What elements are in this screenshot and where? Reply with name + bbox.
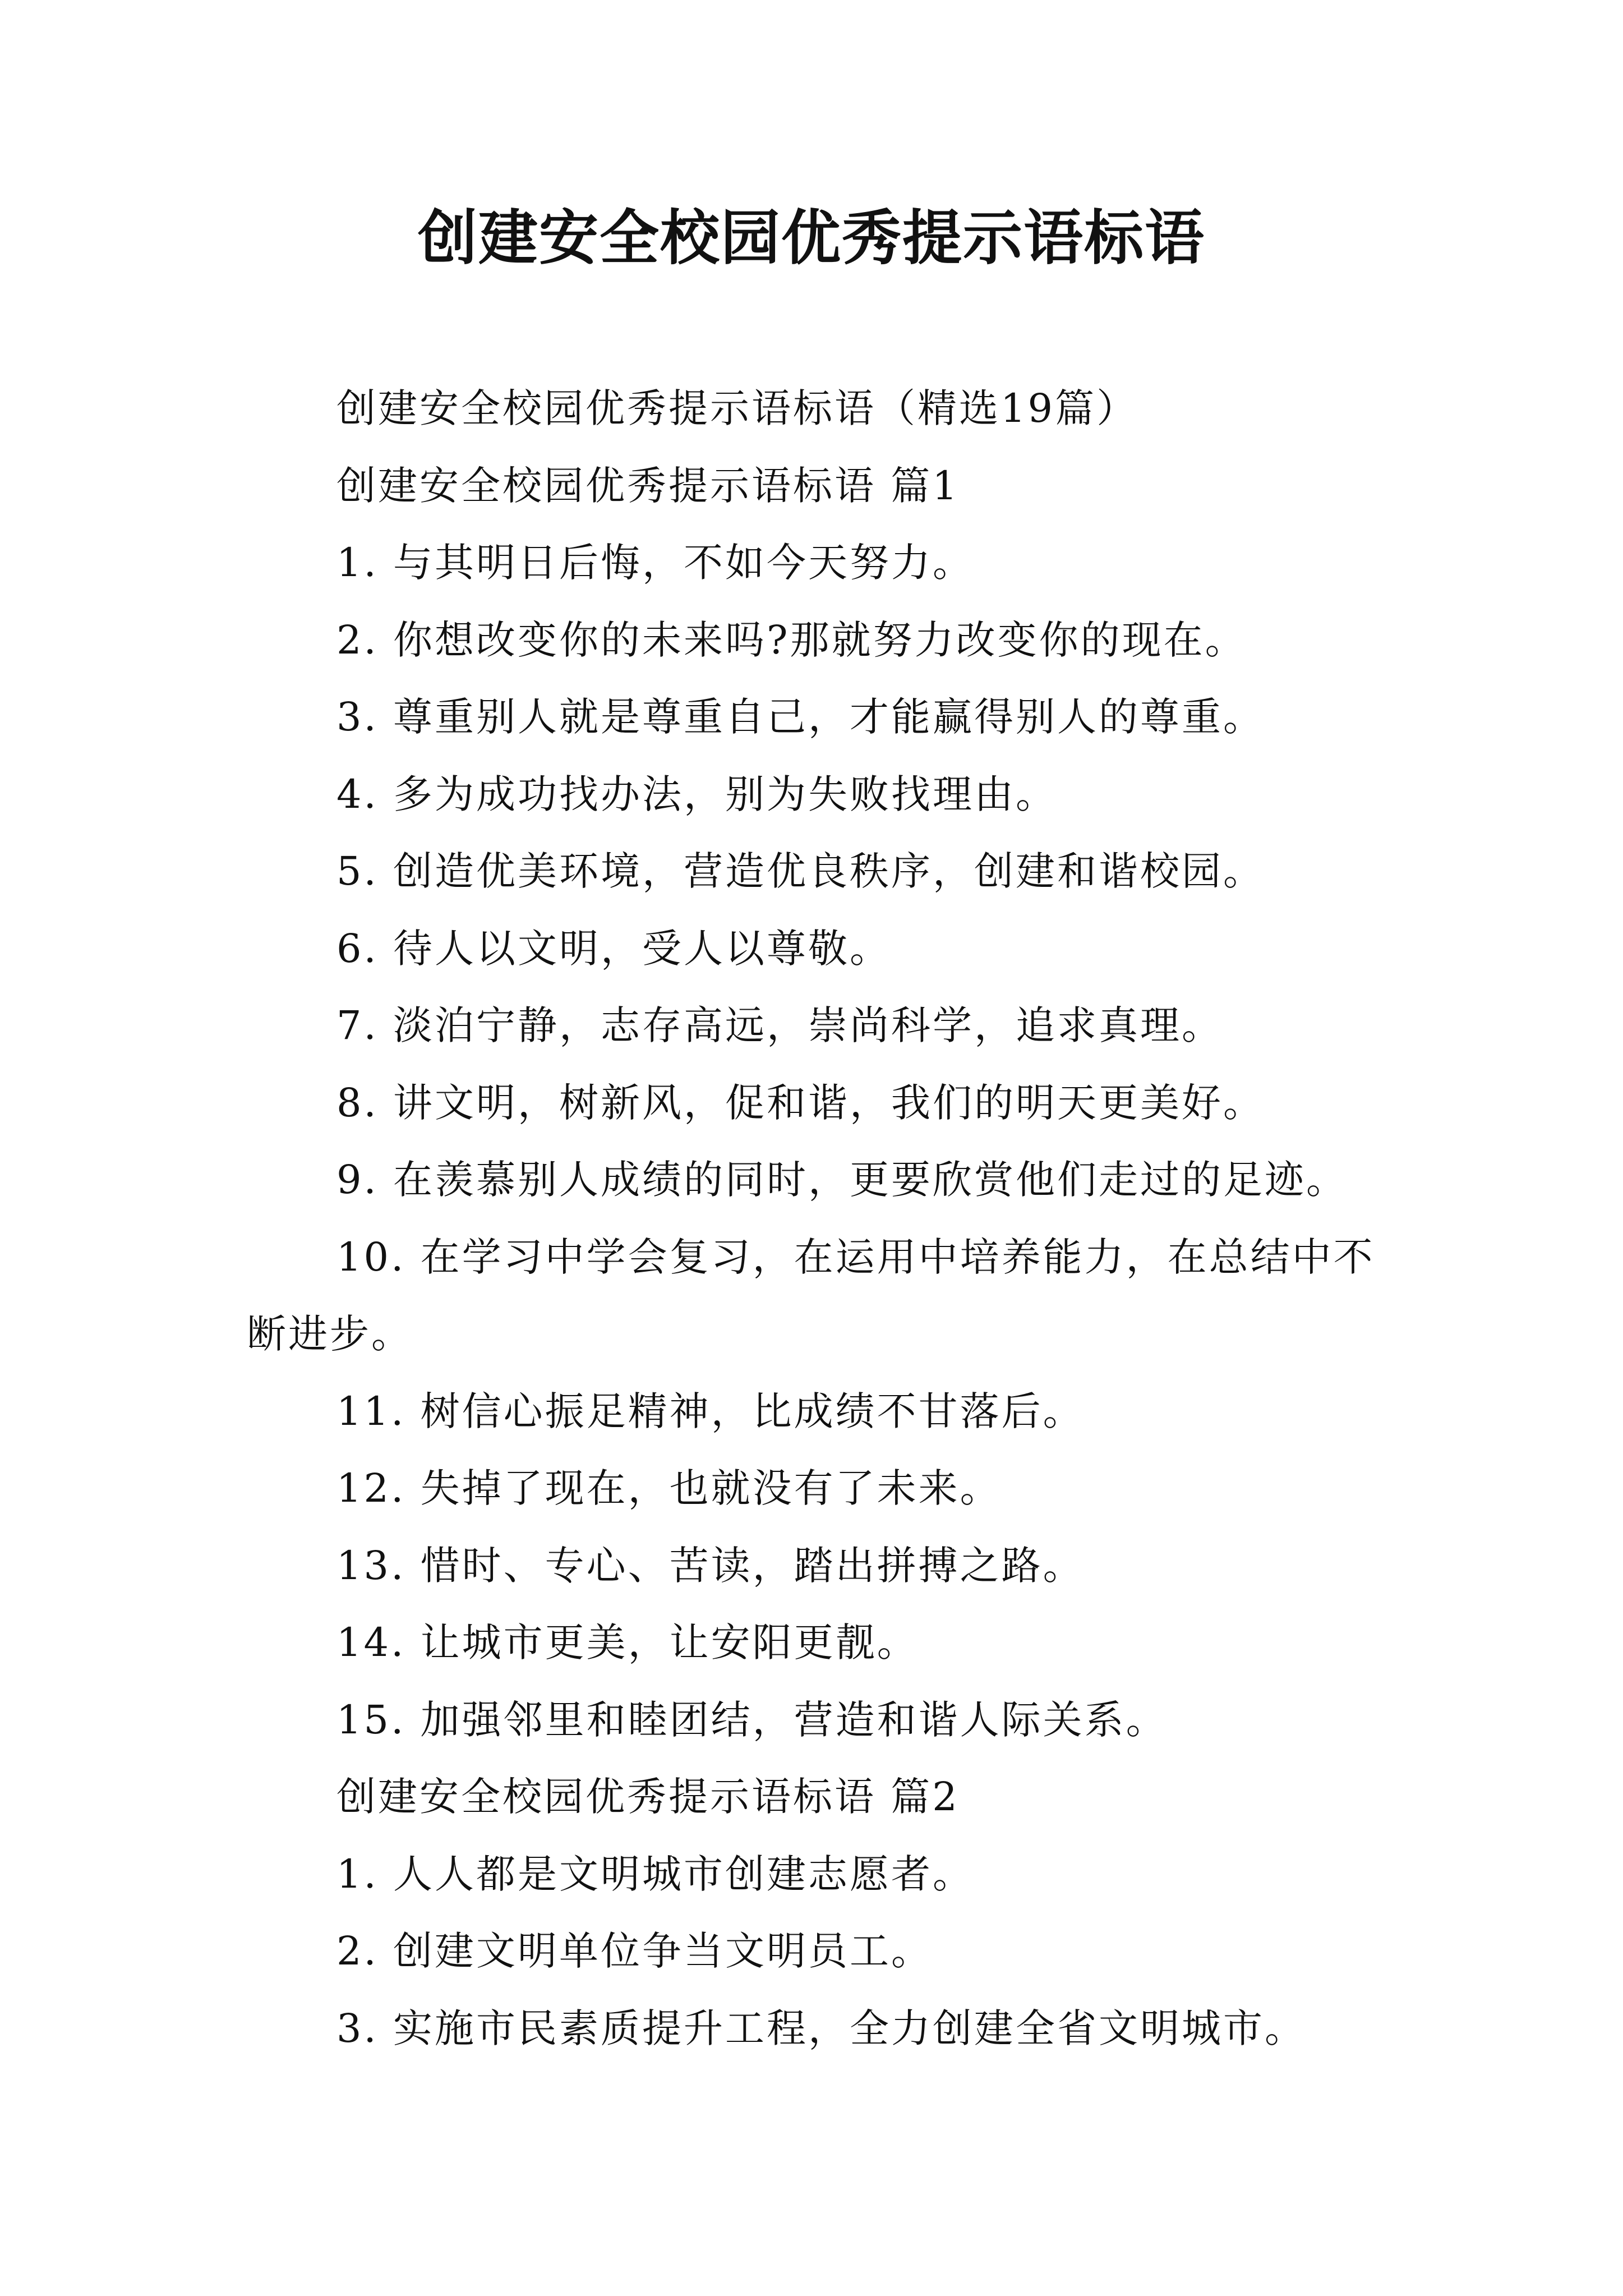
document-body xyxy=(247,370,1402,2067)
list-item: 10. 在学习中学会复习，在运用中培养能力，在总结中不断进步。 xyxy=(247,1234,1375,1357)
list-item: 1. 人人都是文明城市创建志愿者。 xyxy=(336,1851,975,1897)
list-item: 11. 树信心振足精神，比成绩不甘落后。 xyxy=(336,1388,1085,1434)
list-item: 15. 加强邻里和睦团结，营造和谐人际关系。 xyxy=(336,1696,1168,1743)
list-item: 5. 创造优美环境，营造优良秩序，创建和谐校园。 xyxy=(336,848,1265,894)
list-item: 1. 与其明日后悔，不如今天努力。 xyxy=(336,540,975,586)
list-item: 7. 淡泊宁静，志存高远，崇尚科学，追求真理。 xyxy=(336,1002,1224,1048)
list-item: 2. 你想改变你的未来吗?那就努力改变你的现在。 xyxy=(336,616,1247,663)
list-item: 13. 惜时、专心、苦读，踏出拼搏之路。 xyxy=(336,1542,1085,1589)
subtitle-line: 创建安全校园优秀提示语标语（精选19篇） xyxy=(336,385,1138,431)
list-item: 4. 多为成功找办法，别为失败找理由。 xyxy=(336,771,1058,817)
list-item: 3. 尊重别人就是尊重自己，才能赢得别人的尊重。 xyxy=(336,694,1265,740)
list-item: 12. 失掉了现在，也就没有了未来。 xyxy=(336,1465,1002,1511)
list-item: 14. 让城市更美，让安阳更靓。 xyxy=(336,1619,919,1665)
section-heading-2: 创建安全校园优秀提示语标语 篇2 xyxy=(336,1774,960,1820)
document-title: 创建安全校园优秀提示语标语 xyxy=(418,204,1205,273)
list-item: 6. 待人以文明，受人以尊敬。 xyxy=(336,925,892,972)
list-item: 8. 讲文明，树新风，促和谐，我们的明天更美好。 xyxy=(336,1079,1265,1126)
list-item: 2. 创建文明单位争当文明员工。 xyxy=(336,1928,933,1974)
list-item: 3. 实施市民素质提升工程，全力创建全省文明城市。 xyxy=(336,2005,1307,2051)
list-item: 9. 在羡慕别人成绩的同时，更要欣赏他们走过的足迹。 xyxy=(336,1157,1348,1203)
section-heading-1: 创建安全校园优秀提示语标语 篇1 xyxy=(336,462,960,509)
